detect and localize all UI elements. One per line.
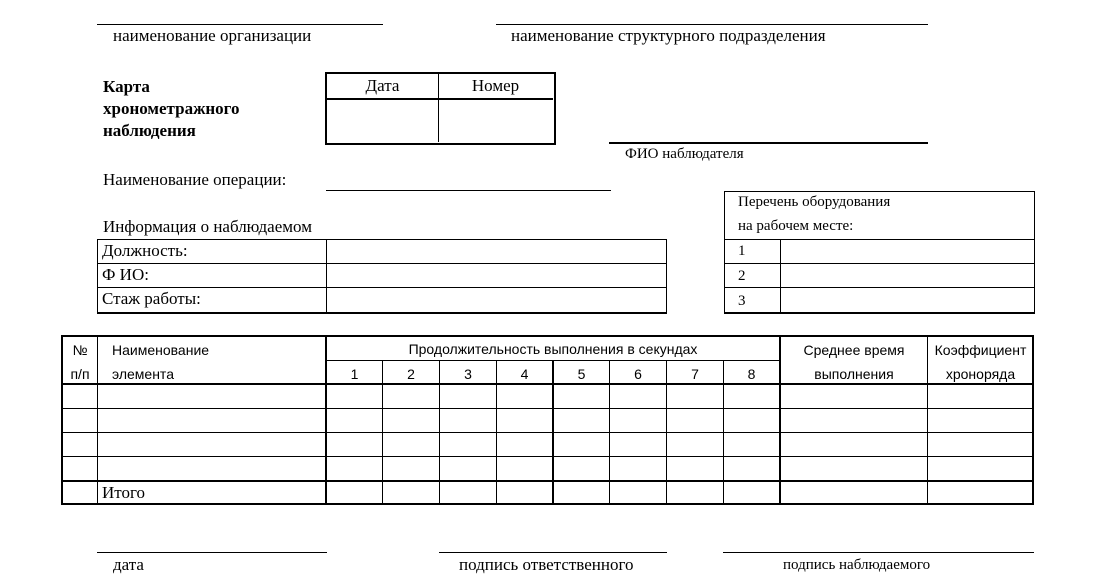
col-num-line1: № (72, 342, 88, 358)
org-line (97, 24, 383, 25)
date-signature-line (97, 552, 327, 553)
observed-caption: подпись наблюдаемого (783, 557, 931, 573)
observed-label-experience: Стаж работы: (102, 289, 201, 308)
responsible-caption: подпись ответственного (459, 555, 634, 574)
duration-col-4: 4 (520, 366, 529, 382)
equipment-heading-line1: Перечень оборудования (738, 194, 891, 210)
equipment-num-1: 1 (738, 243, 746, 259)
equipment-value-1[interactable] (784, 243, 1029, 261)
table-row[interactable] (98, 409, 325, 431)
card-title-line3: наблюдения (103, 121, 196, 140)
card-title-line1: Карта (103, 77, 150, 96)
coef-header-line1: Коэффициент (934, 342, 1027, 358)
avg-header-line1: Среднее время (803, 342, 905, 358)
duration-col-6: 6 (634, 366, 642, 382)
observed-heading: Информация о наблюдаемом (103, 217, 312, 236)
table-row[interactable] (98, 385, 325, 407)
date-value[interactable] (327, 108, 438, 138)
duration-col-2: 2 (407, 366, 415, 382)
observer-line (609, 142, 928, 144)
observed-value-fio[interactable] (330, 266, 662, 286)
operation-line (326, 190, 611, 191)
coef-header-line2: хроноряда (945, 366, 1016, 382)
observed-label-position: Должность: (102, 241, 188, 260)
date-caption: дата (113, 555, 144, 574)
equipment-num-2: 2 (738, 268, 746, 284)
dept-caption: наименование структурного подразделения (511, 26, 826, 45)
date-header: Дата (365, 76, 400, 95)
card-title-line2: хронометражного (103, 99, 240, 118)
equipment-value-2[interactable] (784, 267, 1029, 285)
responsible-signature-line (439, 552, 667, 553)
duration-col-5: 5 (577, 366, 586, 382)
col-name-line2: элемента (112, 366, 174, 382)
observed-value-experience[interactable] (330, 290, 662, 310)
dept-line (496, 24, 928, 25)
equipment-value-3[interactable] (784, 291, 1029, 309)
number-value[interactable] (439, 108, 552, 138)
equipment-num-3: 3 (738, 293, 746, 309)
observed-value-position[interactable] (330, 242, 662, 262)
org-caption: наименование организации (113, 26, 312, 45)
operation-label: Наименование операции: (103, 170, 287, 189)
table-row[interactable] (98, 457, 325, 479)
observed-signature-line (723, 552, 1034, 553)
avg-header-line2: выполнения (814, 366, 894, 382)
duration-col-8: 8 (747, 366, 756, 382)
card-title (103, 76, 239, 142)
duration-header: Продолжительность выполнения в секундах (408, 341, 698, 357)
observer-caption: ФИО наблюдателя (625, 146, 744, 162)
duration-col-7: 7 (691, 366, 699, 382)
equipment-heading-line2: на рабочем месте: (738, 218, 854, 234)
col-num-line2: п/п (70, 366, 90, 382)
duration-col-1: 1 (350, 366, 359, 382)
observed-label-fio: Ф ИО: (102, 265, 149, 284)
total-label: Итого (102, 483, 146, 502)
number-header: Номер (471, 76, 520, 95)
operation-value[interactable] (330, 170, 608, 190)
col-name-line1: Наименование (112, 342, 210, 358)
duration-col-3: 3 (464, 366, 472, 382)
table-row[interactable] (98, 433, 325, 455)
